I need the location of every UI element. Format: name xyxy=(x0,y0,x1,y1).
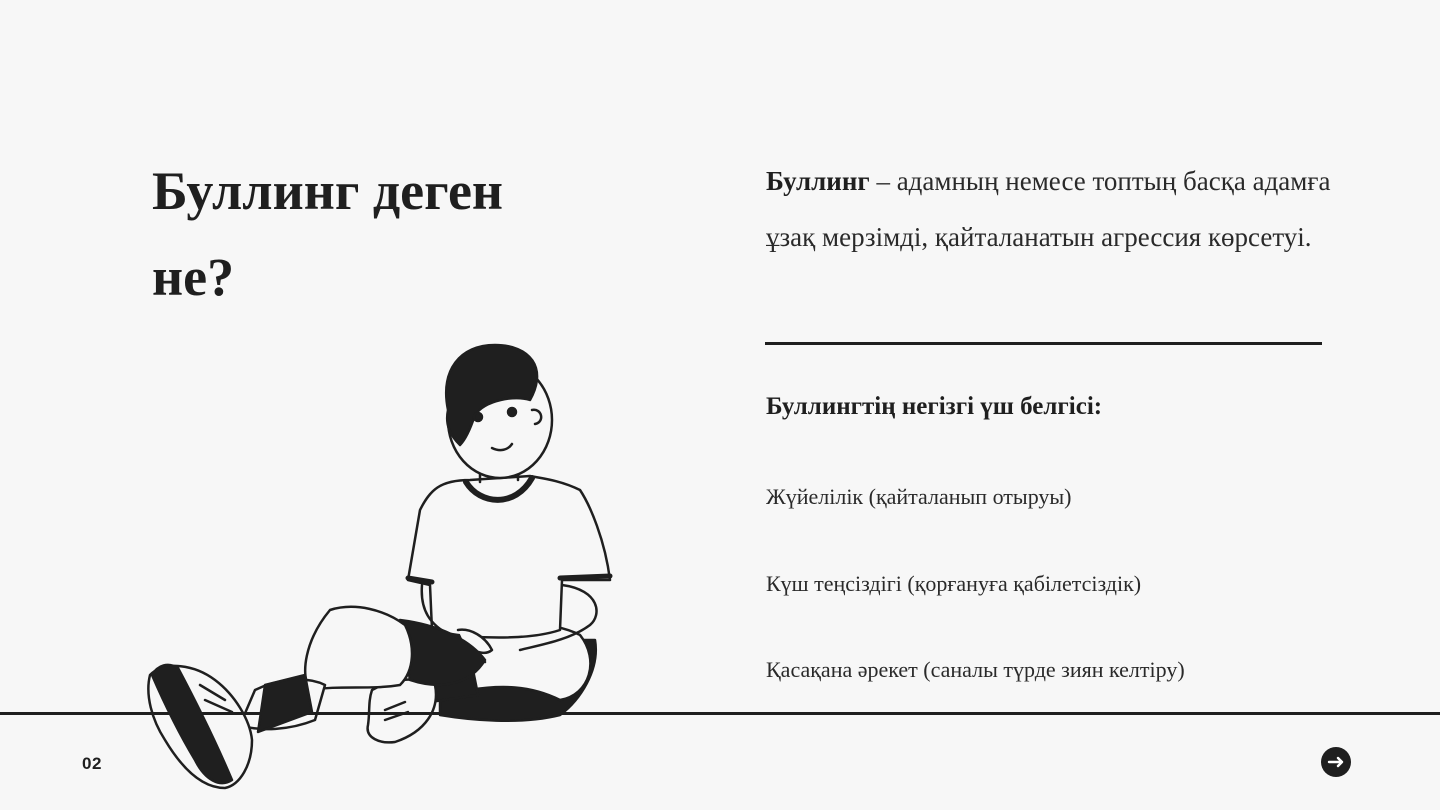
slide-title xyxy=(152,148,632,320)
sign-item-power-imbalance: Күш теңсіздігі (қорғануға қабілетсіздік) xyxy=(766,571,1142,596)
arrow-right-icon xyxy=(1321,747,1351,777)
boy-illustration-svg xyxy=(140,340,620,800)
next-slide-button[interactable] xyxy=(1321,747,1351,777)
title-line-2: не? xyxy=(152,247,235,307)
definition-paragraph xyxy=(766,153,1346,265)
definition-term: Буллинг xyxy=(766,166,870,196)
sign-item-intentional: Қасақана әрекет (саналы түрде зиян келтіру) xyxy=(766,657,1185,682)
sitting-boy-illustration xyxy=(140,340,620,800)
signs-heading: Буллингтің негізгі үш белгісі: xyxy=(766,393,1103,420)
section-divider xyxy=(765,342,1322,345)
definition-text: – адамның немесе топтың басқа адамға ұзақ мерзімді, қайталанатын агрессия көрсетуі. xyxy=(766,166,1331,252)
title-line-1: Буллинг деген xyxy=(152,161,504,221)
page-number: 02 xyxy=(82,754,102,773)
sign-item-systematic: Жүйелілік (қайталанып отыруы) xyxy=(766,484,1072,509)
floor-line xyxy=(0,712,1440,715)
